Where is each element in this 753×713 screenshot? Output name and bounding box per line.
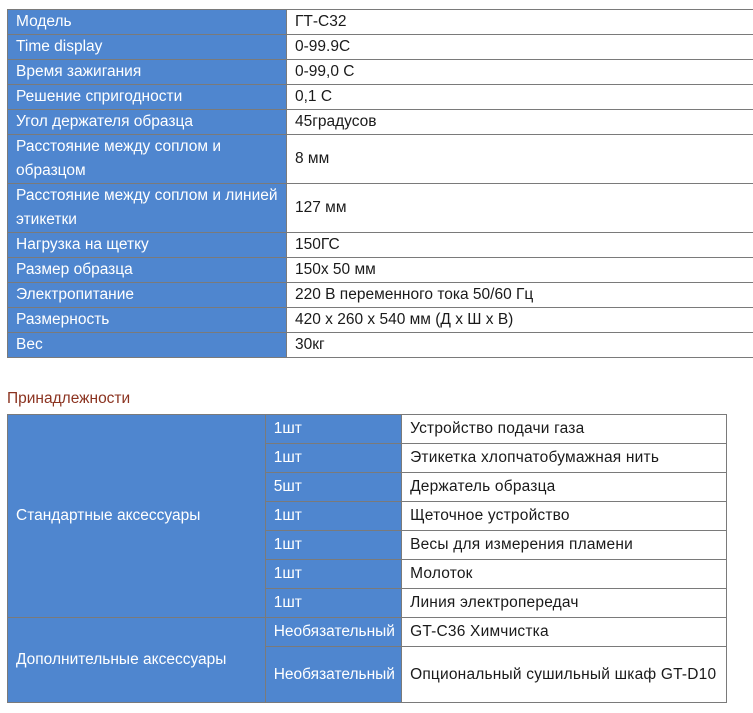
table-row <box>8 184 753 233</box>
spec-label-model: Модель <box>8 10 287 35</box>
accessory-qty: 5шт <box>265 473 401 502</box>
accessory-qty: 1шт <box>265 531 401 560</box>
spec-value-ignition-time: 0-99,0 С <box>287 60 753 85</box>
accessory-qty: 1шт <box>265 444 401 473</box>
accessory-name: Щеточное устройство <box>402 502 727 531</box>
accessories-table <box>7 414 727 703</box>
standard-accessories-label: Стандартные аксессуары <box>8 415 266 618</box>
spec-table <box>7 9 753 358</box>
spec-value-holder-angle: 45градусов <box>287 110 753 135</box>
accessory-name: Держатель образца <box>402 473 727 502</box>
spec-label-nozzle-label-distance: Расстояние между соплом и линией этикетки <box>8 184 287 233</box>
table-row <box>8 60 753 85</box>
accessory-qty: Необязательный <box>265 647 401 703</box>
spec-value-nozzle-sample-distance: 8 мм <box>287 135 753 184</box>
accessory-name: Весы для измерения пламени <box>402 531 727 560</box>
spec-value-sample-size: 150x 50 мм <box>287 258 753 283</box>
accessory-name: Этикетка хлопчатобумажная нить <box>402 444 727 473</box>
table-row <box>8 333 753 358</box>
table-row <box>8 415 727 444</box>
table-row <box>8 233 753 258</box>
spec-label-holder-angle: Угол держателя образца <box>8 110 287 135</box>
spec-label-time-display: Time display <box>8 35 287 60</box>
spec-label-weight: Вес <box>8 333 287 358</box>
accessories-heading: Принадлежности <box>7 390 131 407</box>
spec-label-nozzle-sample-distance: Расстояние между соплом и образцом <box>8 135 287 184</box>
accessory-name: Линия электропередач <box>402 589 727 618</box>
accessory-name: Опциональный сушильный шкаф GT-D10 <box>402 647 727 703</box>
spec-value-dimensions: 420 x 260 x 540 мм (Д x Ш x В) <box>287 308 753 333</box>
optional-accessories-label: Дополнительные аксессуары <box>8 618 266 703</box>
table-row <box>8 258 753 283</box>
accessory-name: Молоток <box>402 560 727 589</box>
table-row <box>8 10 753 35</box>
spec-value-brush-load: 150ГС <box>287 233 753 258</box>
spec-label-sample-size: Размер образца <box>8 258 287 283</box>
table-row <box>8 618 727 647</box>
accessory-name: GT-C36 Химчистка <box>402 618 727 647</box>
spec-label-power-supply: Электропитание <box>8 283 287 308</box>
spec-value-weight: 30кг <box>287 333 753 358</box>
accessory-qty: 1шт <box>265 502 401 531</box>
accessory-qty: 1шт <box>265 589 401 618</box>
table-row <box>8 135 753 184</box>
table-row <box>8 35 753 60</box>
accessory-qty: Необязательный <box>265 618 401 647</box>
spec-label-resolution: Решение спригодности <box>8 85 287 110</box>
spec-value-model: ГТ-С32 <box>287 10 753 35</box>
spec-label-dimensions: Размерность <box>8 308 287 333</box>
spec-value-nozzle-label-distance: 127 мм <box>287 184 753 233</box>
accessory-qty: 1шт <box>265 415 401 444</box>
spec-label-ignition-time: Время зажигания <box>8 60 287 85</box>
table-row <box>8 110 753 135</box>
spec-value-resolution: 0,1 С <box>287 85 753 110</box>
accessory-name: Устройство подачи газа <box>402 415 727 444</box>
spec-label-brush-load: Нагрузка на щетку <box>8 233 287 258</box>
table-row <box>8 283 753 308</box>
spec-value-time-display: 0-99.9С <box>287 35 753 60</box>
table-row <box>8 308 753 333</box>
accessory-qty: 1шт <box>265 560 401 589</box>
table-row <box>8 85 753 110</box>
spec-value-power-supply: 220 В переменного тока 50/60 Гц <box>287 283 753 308</box>
